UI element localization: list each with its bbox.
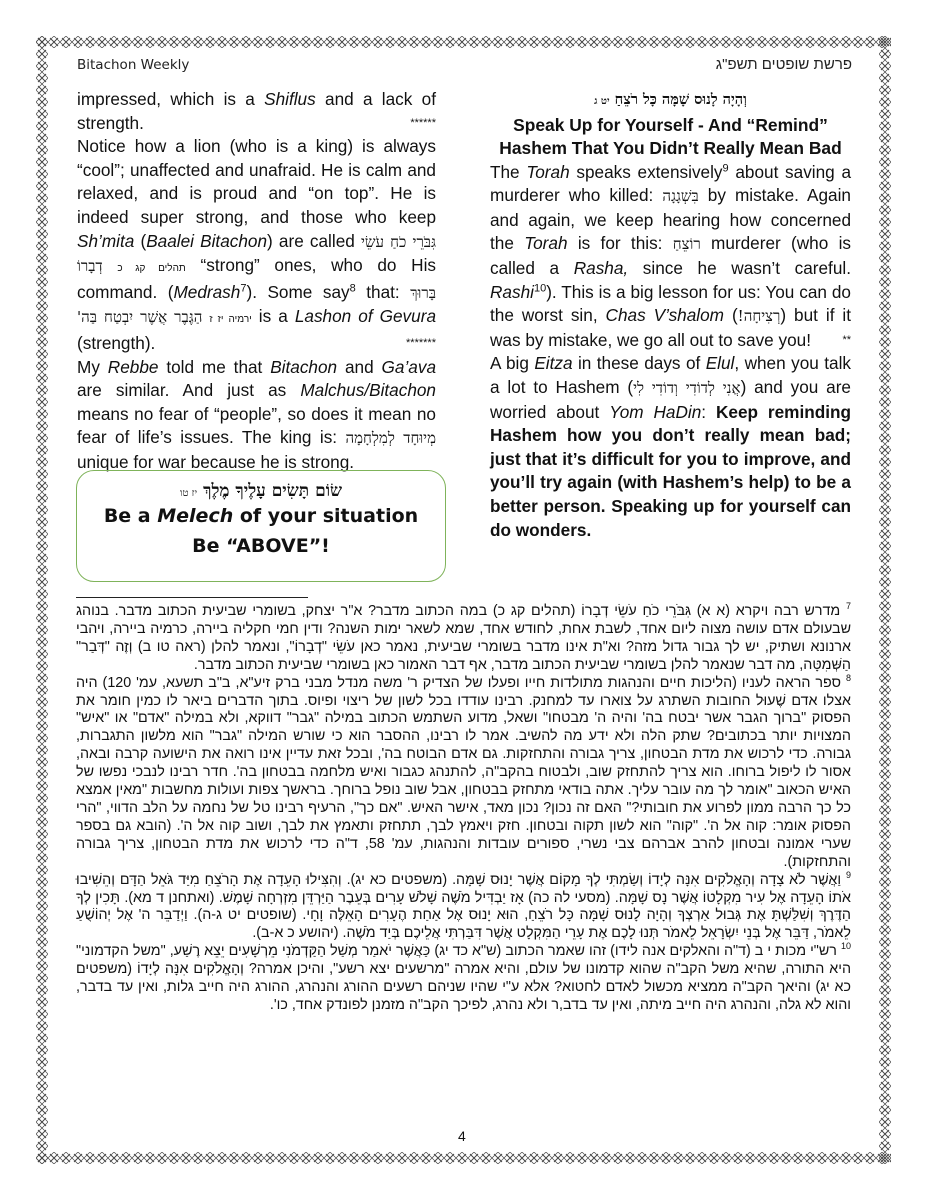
term: Bitachon <box>270 356 338 377</box>
text: are similar. And just as <box>77 380 301 401</box>
text: impressed, which is a <box>77 89 265 109</box>
hebrew-quote: מְיוּחָד לְמִלְחָמָה <box>345 429 437 448</box>
text: My <box>77 356 108 377</box>
term: Torah <box>524 233 568 254</box>
section-divider-stars: ** <box>842 333 851 346</box>
footnote-ref[interactable]: 10 <box>533 281 547 294</box>
source-reference: יט ג <box>594 96 610 107</box>
text: since he wasn’t careful. <box>628 257 851 278</box>
page-border-right <box>879 36 891 1164</box>
footnote-number: 9 <box>845 869 851 880</box>
term: Ga’ava <box>381 356 437 377</box>
hebrew-word: בִּשְׁגָגָה <box>662 187 699 206</box>
text: about saving a murderer who killed: <box>490 161 851 206</box>
footnotes <box>76 603 851 1015</box>
term: Lashon of Gevura <box>294 306 436 327</box>
text: ) and you are worried about <box>490 376 851 422</box>
text: : <box>701 401 716 422</box>
publication-name: Bitachon Weekly <box>77 57 190 73</box>
term: Melech <box>157 505 234 527</box>
paragraph <box>77 135 436 355</box>
page-border-top <box>36 36 891 48</box>
article-title-line-2: Hashem That You Didn’t Really Mean Bad <box>499 138 842 159</box>
article-hebrew-title <box>490 88 851 114</box>
footnote-text: ספר הראה לעניו (הליכות חיים והנהגות מתולדות חייו ופעלו של הצדיק ר' משה מנדל מבני ברק זיע"א, ב"ב תשעא, עמ' 120) היה אצלו אדם שֶׁעוּל החובות השתרג על צוארו עד למחנק. רבינו עודדו בכל לשון של ריצוי ופיוס. בתוך הדברים ביאר לו כמין חומר את הפסוק "ברוך הגבר אשר יבטח בה' והיה ה' מבטחו" ושאל, מדוע השתמש הכתוב במילה "גבר" דווקא, ולא במילה "אדם" או "איש" המצויות יותר בכתובים? שתק הלה ולא ידע מה להשיב. אמר לו רבינו, ההסבר הוא כי שורש המילה "גבר" הוא מלשון התגברות, גבורה. כדי לרכוש את מדת הבטחון, צריך גבורה והתחזקות. גם אדם הבוטח בה', ובכל זאת עדיין אינו רואה את הישועה קרבה ובאה, אסור לו ליפול ברוחו. הוא צריך להתחזק שוב, ולבטוח בהקב"ה, להתנהג כגבור ואיש מלחמה בבטחון בה'. חדר רבינו לנבכי נפשו של האיש הכאוב "אומר לך מה עובר עליך. אתה בודאי מתחזק בבטחון, אבל שוב נופל ברוחך. בראשך צפות ועולות מחשבות "מאין אמצא כל כך הרבה ממון לפרוע את חובותי?" האם זה נכון? נכון מאד, אישר האיש. "אם כך", הרעיף רבינו טל של נחמה על הלב הדווי, "הרי הפסוק אומר: קוה אל ה'. "קוה" הוא לשון תקוה ובטחון. חזק ויאמץ לבך, תתחזק ותאמץ את לבך, ושוב קוה אל ה'. (הובא גם בספר שערי אמונה ובטחון להרב אברהם צבי נשרי, ספורים עובדות והנהגות, עמ' 58, ד"ה כדי לרכוש את מדת הבטחון, צריך גבורה והתחזקות). <box>76 674 852 870</box>
paragraph <box>490 352 851 542</box>
footnote-10 <box>76 943 851 1015</box>
term: Rebbe <box>107 356 159 377</box>
text: murderer (who is called a <box>490 233 852 278</box>
left-column <box>77 88 436 475</box>
text: told me that <box>158 356 271 377</box>
source-reference: יז טו <box>179 488 198 499</box>
footnote-ref[interactable]: 8 <box>349 282 356 295</box>
text: Be a <box>103 505 158 527</box>
hebrew-word: רוֹצֵחַ <box>672 235 701 254</box>
term: Yom HaDin <box>609 401 702 422</box>
text: ( <box>134 230 147 251</box>
text: A big <box>490 353 535 374</box>
parsha-title: פרשת שופטים תשפ"ג <box>715 56 852 73</box>
term: Eitza <box>534 353 573 374</box>
page-number: 4 <box>458 1128 466 1144</box>
paragraph <box>77 88 436 135</box>
term: Malchus/Bitachon <box>300 380 436 401</box>
text: , when you talk a lot to Hashem ( <box>490 353 851 397</box>
text: “strong” ones, who do His command. ( <box>77 255 436 302</box>
hebrew-quote: גִּבֹּרֵי כֹחַ עֹשֵׂי דְבָרוֹ <box>77 232 436 276</box>
text: ( <box>724 305 738 326</box>
section-divider-stars: ******* <box>406 336 436 349</box>
paragraph <box>490 161 851 353</box>
bold-conclusion: Keep reminding Hashem how you don’t really mean bad; just that it’s difficult for you to improve, and you’ll try again (with Hashem’s help) to be a better person. Speaking up for yourself can do wonders. <box>490 401 852 540</box>
callout-hebrew <box>77 481 445 501</box>
right-column <box>490 88 851 542</box>
section-divider-stars: ****** <box>410 116 436 129</box>
footnote-number: 10 <box>840 941 851 952</box>
text: is a <box>251 306 295 327</box>
footnote-ref[interactable]: 9 <box>722 161 729 174</box>
term: Baalei Bitachon <box>146 230 268 251</box>
term: Chas V’shalom <box>605 305 724 326</box>
text: ) are called <box>267 230 361 251</box>
hebrew-quote: אֲנִי לְדוֹדִי וְדוֹדִי לִי <box>633 378 741 397</box>
source-reference: ירמיה יז ז <box>209 314 252 326</box>
callout-hebrew-text: שׂוֹם תָּשִׂים עָלֶיךָ מֶלֶךְ <box>203 481 343 501</box>
source-reference: תהלים קג כ <box>117 263 186 275</box>
text: unique for war because he is strong. <box>77 451 355 472</box>
callout-line-2: Be “ABOVE”! <box>192 535 330 557</box>
footnote-separator <box>76 597 308 598</box>
term: Rasha, <box>573 257 629 278</box>
paragraph <box>77 356 436 475</box>
term: Sh’mita <box>77 230 135 251</box>
callout-line-1 <box>77 501 445 531</box>
page-border-left <box>36 36 48 1164</box>
page-border-bottom <box>36 1152 891 1164</box>
footnote-number: 7 <box>845 601 851 612</box>
text: and a lack of strength. <box>77 89 436 133</box>
footnote-text: רש"י מכות י ב (ד"ה והאלקים אנה לידו) זהו שאמר הכתוב (ש"א כד יג) כַּאֲשֶׁר יֹאמַר מְשַׁל הַקַּדְמֹנִי מֵרְשָׁעִים יֵצֵא רֶשַׁע, "משל הקדמוני" היא התורה, שהיא משל הקב"ה שהוא קדמונו של עולם, והיא אמרה "מרשעים יצא רשע", והיכן אמרה? וְהָאֱלֹקִים אִנָּה לְיָדוֹ (משפטים כא יג) והיאך הקב"ה ממציא מכשול לאדם לחטוא? אלא ע"י שהיו שניהם רשעים ההורג והנהרג, ההורג היה חייב גלות, ואין עד בדבר, והוא לא גלה, והנהרג היה חייב מיתה, ואין עד בדב,ר ולא נהרג, לפיכך הקב"ה מזמנן לפונדק אחד, כו'. <box>76 943 851 1013</box>
text: of your situation <box>233 505 419 527</box>
footnote-9 <box>76 869 851 944</box>
text: ). This is a big lesson for us: You can do the worst sin, <box>490 281 851 326</box>
text: by mistake. Again and again, we keep hearing how concerned the <box>490 185 851 254</box>
term: Medrash <box>173 281 241 302</box>
text: in these days of <box>572 353 706 374</box>
text: means no fear of “people”, so does it mean no fear of life’s issues. The king is: <box>77 403 436 448</box>
text: that: <box>355 281 411 302</box>
footnote-7 <box>76 603 851 675</box>
text: The <box>490 161 527 182</box>
footnote-text: מדרש רבה ויקרא (א א) גִּבֹּרֵי כֹחַ עֹשֵׂי דְבָרוֹ (תהלים קג כ) במה הכתוב מדבר? א"ר יצחק, בשומרי שביעית הכתוב מדבר. בנוהג שבעולם אדם עושה מצוה ליום אחד, לשבת אחת, לחודש אחד, שמא לשאר ימות השנה? ודין חמי חקליה ביירה, כרמיה ביירה, ויהבי ארנונא ושתיק, יש לך גבור גדול מזה? וא"ת אינו מדבר בשומרי שביעית, נאמר כאן עֹשֵׂי "דְבָרוֹ", ונאמר להלן (ראה טו ב) וְזֶה "דְּבַר" הַשְּׁמִטָּה, מה דבר שנאמר להלן בשומרי שביעית הכתוב מדבר, אף דבר האמור כאן בשומרי שביעית הכתוב מדבר. <box>76 603 851 673</box>
text: speaks extensively <box>569 161 723 182</box>
term: Torah <box>526 161 570 182</box>
text: ) but if it was by mistake, we go all out to save you! <box>490 305 852 350</box>
term: Elul <box>705 353 735 374</box>
footnote-number: 8 <box>845 672 851 683</box>
hebrew-word: רְצִיחָה! <box>737 307 781 326</box>
text: is for this: <box>567 233 673 254</box>
term: Rashi <box>490 281 534 302</box>
text: (strength). <box>77 332 156 353</box>
text: and <box>337 356 382 377</box>
hebrew-quote: בָּרוּךְ הַגֶּבֶר אֲשֶׁר יִבְטַח בַּה' <box>77 283 436 327</box>
article-title-line-1: Speak Up for Yourself - And “Remind” <box>513 114 828 135</box>
footnote-8 <box>76 672 852 872</box>
text: Notice how a lion (who is a king) is always “cool”; unaffected and unafraid. He is calm and relaxed, and is proud and “on top”. He is indeed super strong, and those who keep <box>77 136 436 227</box>
text: ). Some say <box>246 281 350 302</box>
footnote-text: וַאֲשֶׁר לֹא צָדָה וְהָאֱלֹקִים אִנָּה לְיָדוֹ וְשַׂמְתִּי לְךָ מָקוֹם אֲשֶׁר יָנוּס שָׁמָּה. (משפטים כא יג). וְהִצִּילוּ הָעֵדָה אֶת הָרֹצֵחַ מִיַּד גֹּאֵל הַדָּם וְהֵשִׁיבוּ אֹתוֹ הָעֵדָה אֶל עִיר מִקְלָטוֹ אֲשֶׁר נָס שָׁמָּה. (מסעי לה כה) אָז יַבְדִּיל מֹשֶׁה שָׁלֹשׁ עָרִים בְּעֵבֶר הַיַּרְדֵּן מִזְרְחָה שָׁמֶשׁ. (ואתחנן ד מא). תָּכִין לְךָ הַדֶּרֶךְ וְשִׁלַּשְׁתָּ אֶת גְּבוּל אַרְצְךָ וְהָיָה לָנוּס שָׁמָּה כָּל רֹצֵחַ, הוּא יָנוּס אֶל אַחַת הֶעָרִים הָאֵלֶּה וָחָי. (שופטים יט ג-ה). וַיְדַבֵּר ה' אֶל יְהוֹשֻׁעַ לֵאמֹר, דַּבֵּר אֶל בְּנֵי יִשְׂרָאֵל לֵאמֹר תְּנוּ לָכֶם אֶת עָרֵי הַמִּקְלָט אֲשֶׁר דִּבַּרְתִּי אֲלֵיכֶם בְּיַד מֹשֶׁה. (יהושע כ א-ב). <box>76 871 851 942</box>
footnote-ref[interactable]: 7 <box>240 282 247 295</box>
term: Shiflus <box>264 89 316 109</box>
callout-box <box>76 470 446 582</box>
hebrew-title-text: וְהָיָה לָנוּס שָׁמָּה כָּל רֹצֵחַ <box>614 91 747 108</box>
